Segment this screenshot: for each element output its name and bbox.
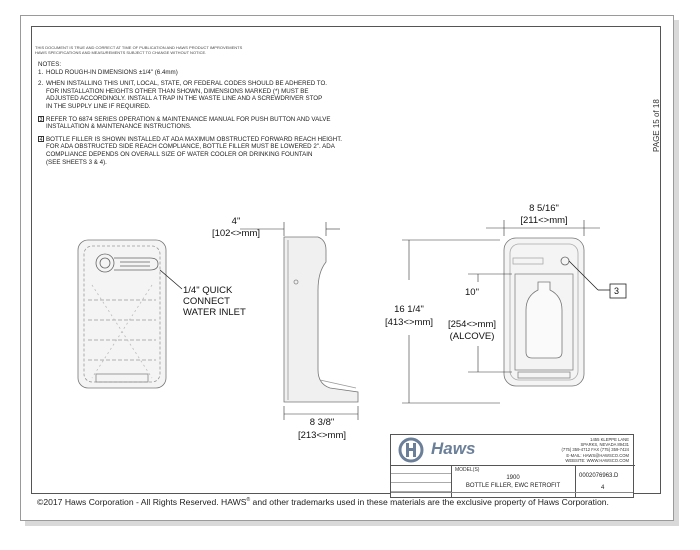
drawing-number: 0002076963.D (579, 473, 619, 479)
page-label: PAGE 15 of 18 (652, 99, 661, 152)
water-inlet-line-1: 1/4" QUICK (183, 285, 233, 296)
model-number: 1900 (506, 475, 520, 481)
note-3-number: 3 (39, 116, 43, 123)
depth-top-dim: 4" (231, 216, 241, 227)
depth-top-dim-mm: [102<>mm] (211, 228, 261, 239)
note-4-text-2: FOR ADA OBSTRUCTED SIDE REACH COMPLIANCE, BOTTLE FILLER MUST BE LOWERED 2". ADA (46, 143, 335, 151)
alcove-dim-mm: [254<>mm] (447, 319, 497, 330)
alcove-dim: 10" (465, 287, 479, 298)
address-line-2: SPARKS, NEVADA 89431 (580, 442, 629, 448)
disclaimer-line-1: THIS DOCUMENT IS TRUE AND CORRECT AT TIME OF PUBLICATION AND HAWS PRODUCT IMPROVEMENTS (35, 45, 243, 50)
title-block (390, 434, 634, 498)
note-1-number: 1. (38, 68, 44, 76)
revision-number: 4 (601, 485, 605, 491)
height-dim-mm: [413<>mm] (384, 317, 434, 328)
height-dim: 16 1/4" (394, 304, 424, 315)
address-line-3: (775) 359-4712 FAX (775) 359-7424 (561, 447, 629, 453)
disclaimer-line-2: HAWS SPECIFICATIONS AND MEASUREMENTS SUBJECT TO CHANGE WITHOUT NOTICE. (35, 50, 207, 55)
water-inlet-line-2: CONNECT (183, 296, 230, 307)
drawing-description: BOTTLE FILLER, EWC RETROFIT (465, 483, 561, 489)
haws-brand-name: Haws (431, 439, 476, 458)
company-address (561, 437, 629, 463)
width-top-dim: 8 5/16" (529, 203, 559, 214)
registered-mark: ® (246, 497, 251, 504)
models-label: MODEL(S) (455, 467, 480, 473)
filler-front-view (402, 220, 610, 403)
note-2-text-2: FOR INSTALLATION HEIGHTS OTHER THAN SHOWN, DIMENSIONS MARKED (*) MUST BE (46, 87, 309, 95)
note-4-text-1: BOTTLE FILLER IS SHOWN INSTALLED AT ADA MAXIMUM OBSTRUCTED FORWARD REACH HEIGHT. (46, 135, 343, 143)
water-inlet-line-3: WATER INLET (183, 307, 246, 318)
note-2-number: 2. (38, 80, 44, 88)
note-4-text-3: COMPLIANCE DEPENDS ON OVERALL SIZE OF WATER COOLER OR DRINKING FOUNTAIN (46, 150, 313, 158)
reference-number: 3 (614, 286, 620, 296)
note-2-text-3: ADJUSTED ACCORDINGLY. INSTALL A TRAP IN THE WASTE LINE AND A SCREWDRIVER STOP (46, 95, 323, 103)
note-4-number: 4 (39, 136, 43, 143)
notes-title: NOTES: (38, 61, 62, 68)
side-view (240, 222, 358, 420)
note-3-text-1: REFER TO 6874 SERIES OPERATION & MAINTENANCE MANUAL FOR PUSH BUTTON AND VALVE (46, 115, 331, 123)
title-block-header (391, 435, 635, 466)
copyright-text-2: and other trademarks used in these materials are the exclusive property of Haws Corporation. (250, 497, 609, 507)
haws-logo-icon (397, 436, 427, 464)
note-1-text: HOLD ROUGH-IN DIMENSIONS ±1/4" (6.4mm) (46, 68, 178, 76)
note-2-text-1: WHEN INSTALLING THIS UNIT, LOCAL, STATE, OR FEDERAL CODES SHOULD BE ADHERED TO. (46, 80, 328, 88)
front-view (78, 240, 182, 388)
depth-bottom-dim-mm: [213<>mm] (297, 430, 347, 441)
width-top-dim-mm: [211<>mm] (520, 215, 568, 226)
note-2-text-4: IN THE SUPPLY LINE IF REQUIRED. (46, 102, 151, 110)
copyright-notice (37, 497, 609, 507)
address-line-4: E-MAIL: HAWS@HAWSCO.COM (566, 452, 629, 458)
water-inlet-callout (183, 285, 246, 318)
copyright-text-1: ©2017 Haws Corporation - All Rights Reserved. HAWS (37, 497, 247, 507)
address-line-1: 1455 KLEPPE LANE (590, 437, 629, 442)
approval-grid (391, 465, 452, 498)
depth-bottom-dim: 8 3/8" (309, 417, 335, 428)
note-3-text-2: INSTALLATION & MAINTENANCE INSTRUCTIONS. (46, 123, 192, 131)
address-line-5: WEBSITE: WWW.HAWSCO.COM (565, 457, 629, 463)
alcove-label: (ALCOVE) (449, 331, 495, 342)
note-4-text-4: (SEE SHEETS 3 & 4). (46, 158, 107, 166)
